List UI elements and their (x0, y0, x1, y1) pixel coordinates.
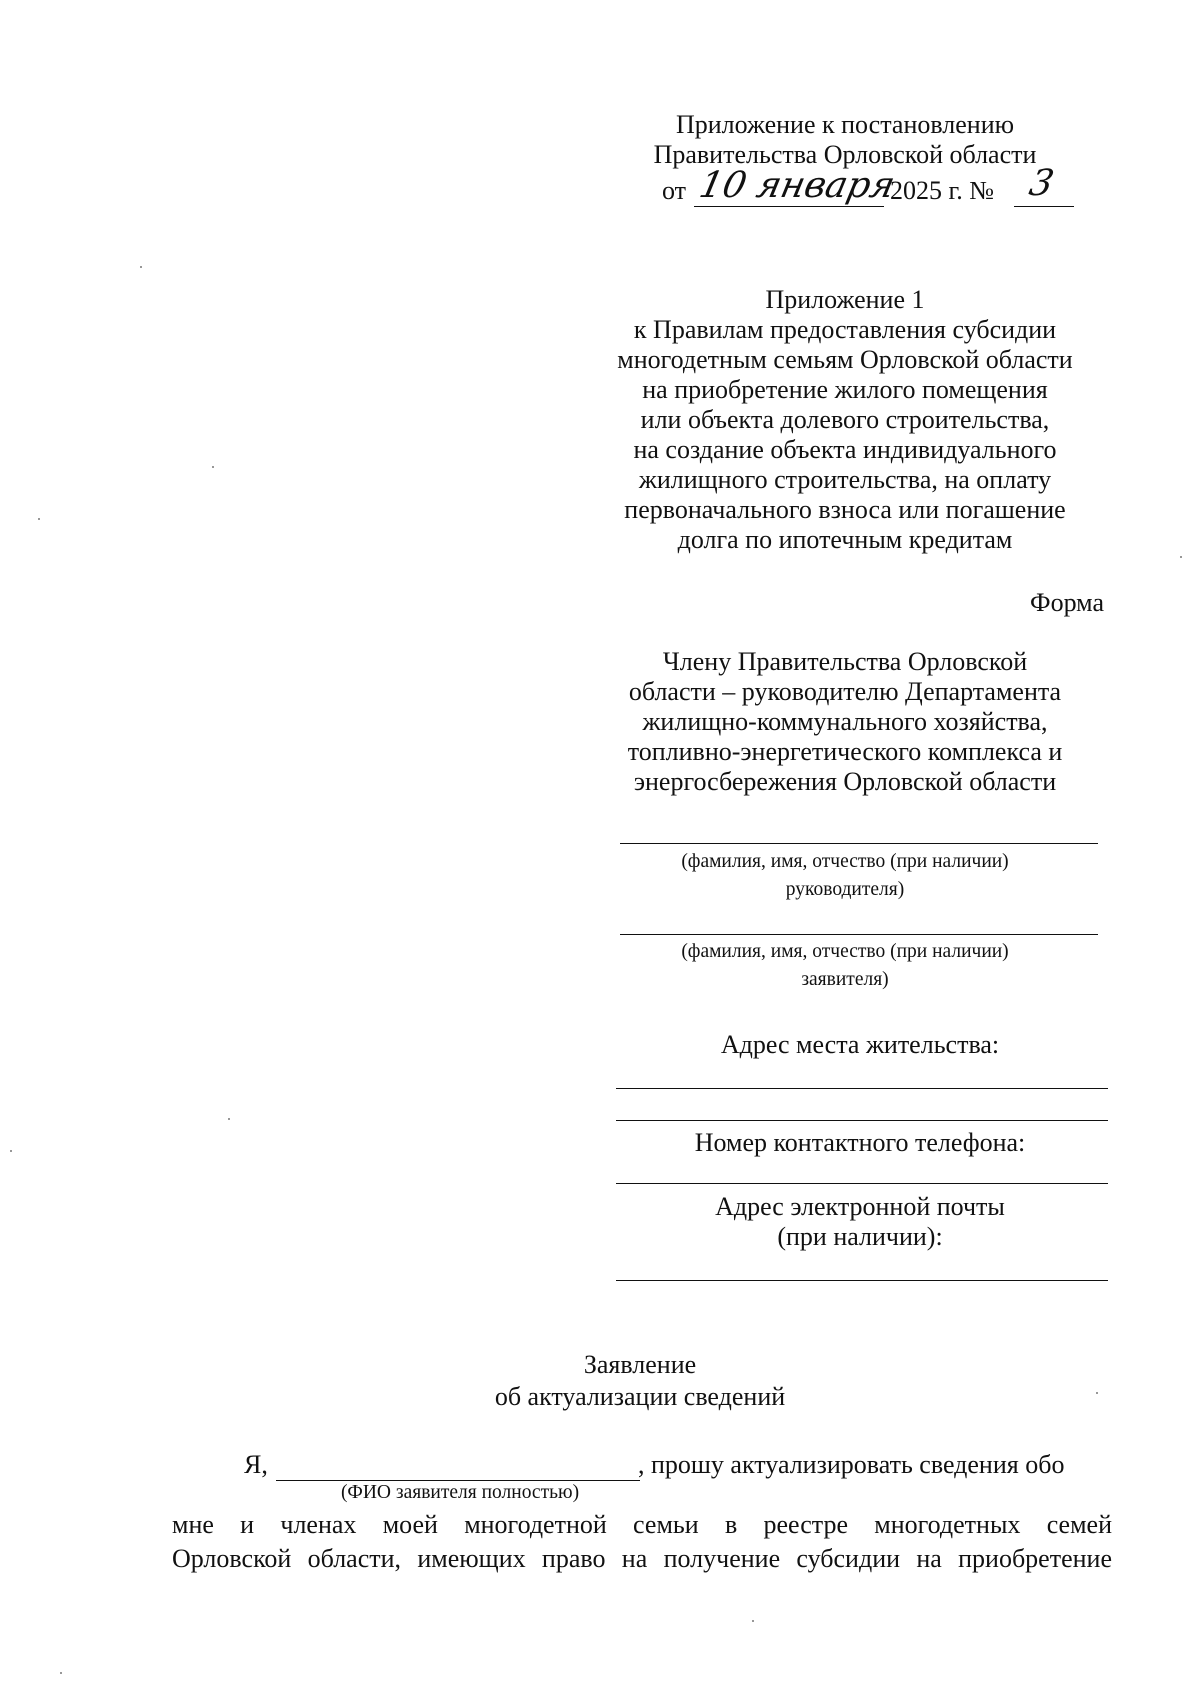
date-prefix: от (662, 176, 687, 205)
email-label-1: Адрес электронной почты (715, 1192, 1005, 1221)
head-name-caption-2: руководителя) (785, 879, 905, 900)
addressee-line: жилищно-коммунального хозяйства, (642, 707, 1048, 736)
first-line-suffix: , прошу актуализировать сведения обо (638, 1450, 1065, 1479)
appendix-line: на создание объекта индивидуального (633, 435, 1057, 464)
appendix-line: первоначального взноса или погашение (624, 495, 1066, 524)
address-field-2 (616, 1120, 1108, 1121)
addressee-line: области – руководителю Департамента (628, 677, 1062, 706)
appendix-line: жилищного строительства, на оплату (638, 465, 1052, 494)
date-underline (694, 206, 884, 207)
scan-speck (752, 1620, 754, 1622)
addressee-line: Члену Правительства Орловской (662, 647, 1028, 676)
statement-line-3: Орловской области, имеющих право на получение субсидии на приобретение (172, 1544, 1112, 1573)
applicant-name-field (620, 934, 1098, 935)
head-name-field (620, 843, 1098, 844)
email-field (616, 1280, 1108, 1281)
phone-label: Номер контактного телефона: (694, 1128, 1026, 1157)
addressee-line: энергосбережения Орловской области (633, 767, 1057, 796)
fio-caption: (ФИО заявителя полностью) (340, 1482, 580, 1503)
header-line-1: Приложение к постановлению (675, 110, 1015, 139)
handwritten-number: 3 (1025, 163, 1058, 204)
date-year: 2025 г. № (890, 176, 995, 205)
scan-speck (1096, 1392, 1098, 1394)
addressee-line: топливно-энергетического комплекса и (627, 737, 1063, 766)
appendix-line: к Правилам предоставления субсидии (633, 315, 1057, 344)
address-field-1 (616, 1088, 1108, 1089)
address-label: Адрес места жительства: (720, 1030, 1000, 1059)
pronoun-i: Я, (244, 1450, 268, 1479)
number-underline (1014, 206, 1074, 207)
appendix-title: Приложение 1 (765, 285, 925, 314)
email-label-2: (при наличии): (777, 1222, 943, 1251)
scan-speck (38, 518, 40, 520)
appendix-line: долга по ипотечным кредитам (677, 525, 1013, 554)
applicant-name-caption-2: заявителя) (801, 969, 889, 990)
scan-speck (60, 1672, 62, 1674)
applicant-name-caption-1: (фамилия, имя, отчество (при наличии) (681, 941, 1009, 962)
statement-line-2: мне и членах моей многодетной семьи в реестре многодетных семей (172, 1510, 1112, 1539)
scan-speck (10, 1150, 12, 1152)
scan-speck (1180, 556, 1182, 558)
phone-field (616, 1183, 1108, 1184)
appendix-line: или объекта долевого строительства, (640, 405, 1050, 434)
handwritten-date: 10 января (695, 165, 899, 206)
statement-subtitle: об актуализации сведений (494, 1382, 786, 1411)
header-line-2: Правительства Орловской области (653, 140, 1037, 169)
scan-speck (212, 466, 214, 468)
form-label: Форма (1030, 588, 1104, 617)
header-date-row (662, 163, 1092, 210)
appendix-line: многодетным семьям Орловской области (617, 345, 1073, 374)
scan-speck (228, 1118, 230, 1120)
statement-title: Заявление (583, 1350, 697, 1379)
appendix-line: на приобретение жилого помещения (642, 375, 1048, 404)
head-name-caption-1: (фамилия, имя, отчество (при наличии) (681, 851, 1009, 872)
scan-speck (140, 266, 142, 268)
